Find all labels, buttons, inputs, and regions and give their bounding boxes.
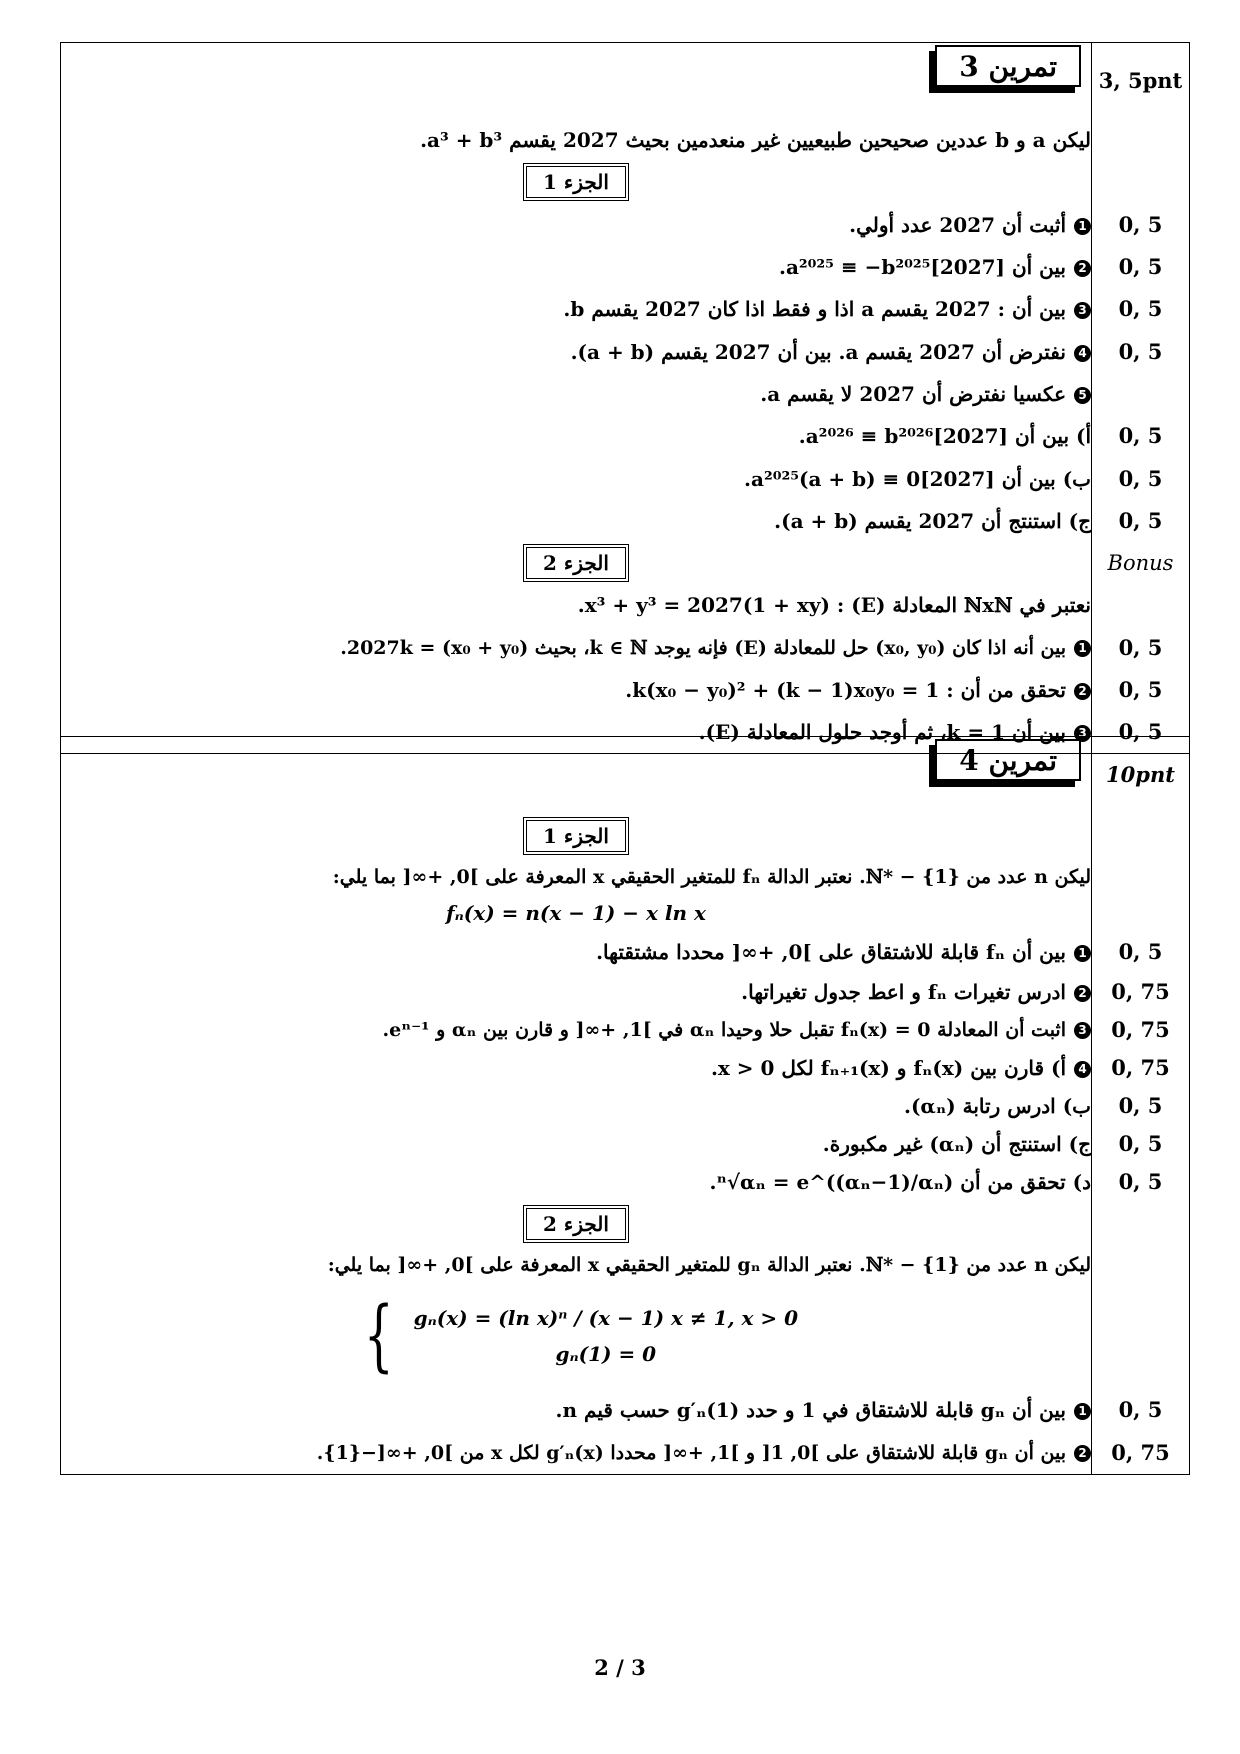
ex3-q5a-points: 0, 5 [1092,415,1190,457]
exercise-4-table [60,736,1190,1475]
ex4-q4c-text: ج) استنتج أن (αₙ) غير مكبورة. [822,1132,1091,1157]
ex3-r2-points: 0, 5 [1092,669,1190,711]
ex3-r2-text: تحقق من أن : k(x₀ − y₀)² + (k − 1)x₀y₀ = 1. [625,678,1066,702]
ex3-q5-text: عكسيا نفترض أن 2027 لا يقسم a. [760,381,1066,406]
ex3-intro2: نعتبر في ℕxℕ المعادلة (E) : x³ + y³ = 2027(1 + xy). [577,593,1091,618]
ex4-case2: gₙ(1) = 0 [555,1342,657,1367]
ex4-part2-label: الجزء 2 [523,1205,629,1243]
ex3-r3-number: 3 [1074,725,1091,742]
exam-sheet [60,42,1190,1512]
ex4-q2-text: ادرس تغيرات fₙ و اعط جدول تغيراتها. [741,980,1066,1005]
ex4-part1-label: الجزء 1 [523,817,629,855]
exercise-3-title: تمرين 3 [935,45,1081,87]
ex4-q4d-points: 0, 5 [1092,1163,1190,1201]
ex3-r1-points: 0, 5 [1092,627,1190,669]
ex3-q5-number: 5 [1074,387,1091,404]
ex3-q4-points: 0, 5 [1092,330,1190,372]
ex3-r3-points: 0, 5 [1092,711,1190,754]
ex4-s1-points: 0, 5 [1092,1389,1190,1431]
exercise-3-points: 3, 5pnt [1092,43,1190,120]
ex4-q3-points: 0, 75 [1092,1011,1190,1049]
ex3-q5a-text: أ) بين أن a²⁰²⁶ ≡ b²⁰²⁶[2027]. [798,424,1091,449]
ex4-q2-number: 2 [1074,985,1091,1002]
ex3-q5c-text: ج) استنتج أن 2027 يقسم (a + b). [774,508,1091,533]
ex4-s2-points: 0, 75 [1092,1432,1190,1475]
ex3-part2-label: الجزء 2 [523,544,629,582]
ex3-q3-text: بين أن : 2027 يقسم a اذا و فقط اذا كان 2027 يقسم b. [563,297,1066,322]
ex4-q4b-points: 0, 5 [1092,1087,1190,1125]
ex3-part1-label: الجزء 1 [523,163,629,201]
ex3-q1-text: أثبت أن 2027 عدد أولي. [849,212,1066,237]
ex4-q4b-text: ب) ادرس رتابة (αₙ). [903,1094,1091,1119]
ex3-q4-text: نفترض أن 2027 يقسم a. بين أن 2027 يقسم (a + b). [570,339,1066,364]
ex3-q2-number: 2 [1074,260,1091,277]
ex4-case1: gₙ(x) = (ln x)ⁿ / (x − 1) x ≠ 1, x > 0 [413,1306,799,1331]
ex4-formula: fₙ(x) = n(x − 1) − x ln x [446,901,706,925]
ex4-q1-text: بين أن fₙ قابلة للاشتقاق على ]0, +∞[ محددا مشتقتها. [596,940,1066,965]
ex3-q1-number: 1 [1074,218,1091,235]
ex4-q4a-points: 0, 75 [1092,1049,1190,1087]
ex4-q1-number: 1 [1074,945,1091,962]
ex4-q3-number: 3 [1074,1022,1091,1039]
ex3-q5c-points: 0, 5 [1092,500,1190,542]
ex3-q5b-text: ب) بين أن a²⁰²⁵(a + b) ≡ 0[2027]. [744,466,1091,491]
ex3-q1-points: 0, 5 [1092,204,1190,246]
ex4-q4a-text: أ) قارن بين fₙ(x) و fₙ₊₁(x) لكل x > 0. [710,1056,1066,1081]
ex3-q2-points: 0, 5 [1092,246,1190,288]
ex4-intro2: ليكن n عدد من ℕ* − {1}. نعتبر الدالة gₙ للمتغير الحقيقي x المعرفة على ]0, +∞[ بما يلي: [327,1254,1091,1277]
exercise-4-points: 10pnt [1092,737,1190,814]
ex3-q5b-points: 0, 5 [1092,457,1190,499]
ex4-brace: { [363,1291,394,1382]
ex3-r1-number: 1 [1074,640,1091,657]
exercise-3-table [60,42,1190,754]
ex3-q3-number: 3 [1074,302,1091,319]
ex3-intro: ليكن a و b عددين صحيحين طبيعيين غير منعدمين بحيث 2027 يقسم a³ + b³. [420,128,1091,153]
ex3-q4-number: 4 [1074,345,1091,362]
ex4-q1-points: 0, 5 [1092,931,1190,973]
ex4-q4d-text: د) تحقق من أن ⁿ√αₙ = e^((αₙ−1)/αₙ). [709,1170,1091,1195]
ex4-s2-number: 2 [1074,1445,1091,1462]
ex4-s1-text: بين أن gₙ قابلة للاشتقاق في 1 و حدد g′ₙ(1) حسب قيم n. [555,1398,1066,1423]
ex3-r3-text: بين أن k = 1، ثم أوجد حلول المعادلة (E). [698,720,1066,745]
ex3-q3-points: 0, 5 [1092,288,1190,330]
ex4-q3-text: اثبت أن المعادلة fₙ(x) = 0 تقبل حلا وحيدا αₙ في ]1, +∞[ و قارن بين αₙ و eⁿ⁻¹. [382,1019,1066,1042]
ex4-piecewise-definition [354,1291,799,1382]
ex4-q4c-points: 0, 5 [1092,1125,1190,1163]
ex4-s2-text: بين أن gₙ قابلة للاشتقاق على ]0, 1[ و ]1, +∞[ محددا g′ₙ(x) لكل x من ]0, +∞[−{1}. [316,1441,1066,1464]
ex3-q2-text: بين أن a²⁰²⁵ ≡ −b²⁰²⁵[2027]. [778,255,1066,280]
ex4-intro: ليكن n عدد من ℕ* − {1}. نعتبر الدالة fₙ للمتغير الحقيقي x المعرفة على ]0, +∞[ بما يلي: [332,866,1091,888]
exercise-4-title: تمرين 4 [935,739,1081,781]
ex4-q2-points: 0, 75 [1092,973,1190,1011]
ex4-q4-number: 4 [1074,1061,1091,1078]
ex3-r2-number: 2 [1074,683,1091,700]
ex3-r1-text: بين أنه اذا كان (x₀, y₀) حل للمعادلة (E) فإنه يوجد k ∈ ℕ، بحيث (x₀ + y₀) = 2027k. [340,636,1066,659]
ex4-s1-number: 1 [1074,1403,1091,1420]
page-number: 2 / 3 [594,1655,646,1680]
ex3-part2-bonus: Bonus [1092,542,1190,584]
